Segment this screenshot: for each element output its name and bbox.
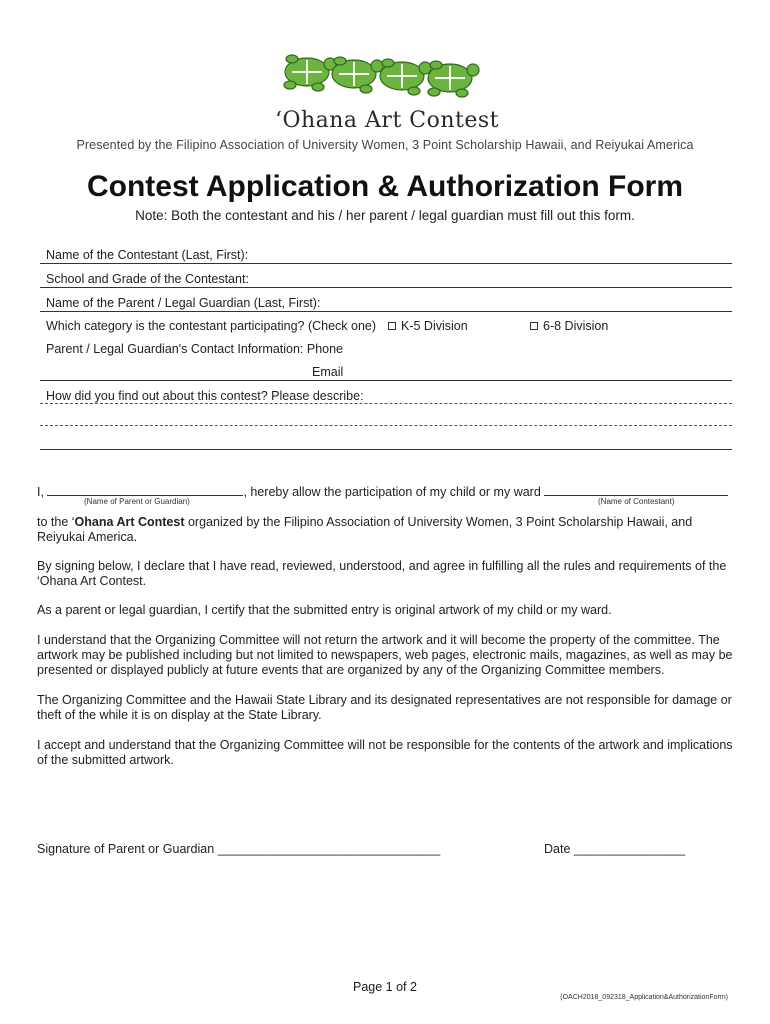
date-label: Date (544, 842, 571, 856)
how-found-line-1[interactable] (40, 403, 732, 404)
to-the-text: to the ‘ (37, 515, 75, 529)
turtle-1-icon (284, 55, 336, 91)
how-found-line-3[interactable] (40, 449, 732, 450)
signature-label: Signature of Parent or Guardian (37, 842, 215, 856)
organized-text: organized by the Filipino Association of University Women, 3 Point Scholarship Hawaii, and Reiyukai America. (37, 515, 693, 544)
signature-row (37, 842, 440, 856)
declare-paragraph: By signing below, I declare that I have read, reviewed, understood, and agree in fulfilling all the rules and requirements of the ‘Ohana Art Contest. (37, 559, 727, 588)
school-grade-field[interactable] (40, 270, 732, 288)
contents-paragraph: I accept and understand that the Organizing Committee will not be responsible for the contents of the artwork and implications of the submitted artwork. (37, 738, 733, 767)
document-code: (OACH2018_092318_Application&AuthorizationForm) (560, 994, 728, 1001)
parent-caption: (Name of Parent or Guardian) (84, 497, 190, 506)
turtle-3-icon (380, 59, 431, 95)
category-question: Which category is the contestant participating? (Check one) (46, 319, 377, 333)
k5-checkbox[interactable] (388, 322, 396, 330)
how-found-label: How did you find out about this contest? Please describe: (46, 389, 364, 403)
page-title: Contest Application & Authorization Form (86, 170, 684, 203)
signature-blank[interactable]: ________________________________ (217, 842, 441, 856)
6-8-checkbox[interactable] (530, 322, 538, 330)
turtle-4-icon (428, 61, 479, 97)
i-prefix: I, (37, 485, 44, 499)
form-note: Note: Both the contestant and his / her parent / legal guardian must fill out this form. (135, 208, 635, 223)
page-number: Page 1 of 2 (353, 980, 417, 994)
contestant-name-label: Name of the Contestant (Last, First): (46, 248, 249, 262)
date-blank[interactable]: ________________ (573, 842, 686, 856)
parent-name-label: Name of the Parent / Legal Guardian (Last, First): (46, 296, 321, 310)
parent-name-blank[interactable] (47, 483, 243, 496)
category-row (46, 317, 736, 335)
organized-paragraph (37, 515, 737, 545)
presented-by-line: Presented by the Filipino Association of University Women, 3 Point Scholarship Hawaii, and Reiyukai America (76, 138, 694, 152)
contact-phone-label: Parent / Legal Guardian's Contact Information: Phone (46, 342, 344, 356)
how-found-line-2[interactable] (40, 425, 732, 426)
date-row (544, 842, 685, 856)
library-paragraph: The Organizing Committee and the Hawaii State Library and its designated representatives are not responsible for damage or theft of the while it is on display at the State Library. (37, 693, 732, 722)
property-paragraph: I understand that the Organizing Committee will not return the artwork and it will become the property of the committee. The artwork may be published including but not limited to newspapers, web pages, electronic mails, magazines, as well as may be presented or displayed publicly at future events that are organized by any of the Organizing Committee members. (37, 633, 733, 677)
option-6-8[interactable] (530, 317, 608, 335)
email-line (40, 380, 732, 381)
contestant-name-field[interactable] (40, 246, 732, 264)
parent-name-field[interactable] (40, 294, 732, 312)
school-grade-label: School and Grade of the Contestant: (46, 272, 249, 286)
allow-text: , hereby allow the participation of my child or my ward (243, 485, 541, 499)
logo-wordmark: ‘Ohana Art Contest (274, 108, 500, 133)
contest-name-bold: Ohana Art Contest (74, 515, 185, 529)
contact-phone-field[interactable] (46, 340, 343, 358)
contestant-name-blank[interactable] (544, 483, 728, 496)
option-k5[interactable] (388, 317, 468, 335)
k5-label: K-5 Division (401, 319, 468, 333)
6-8-label: 6-8 Division (543, 319, 609, 333)
contact-email-label: Email (312, 365, 344, 379)
turtle-2-icon (332, 57, 383, 93)
certify-paragraph: As a parent or legal guardian, I certify that the submitted entry is original artwork of my child or my ward. (37, 603, 612, 617)
contestant-caption: (Name of Contestant) (598, 497, 675, 506)
